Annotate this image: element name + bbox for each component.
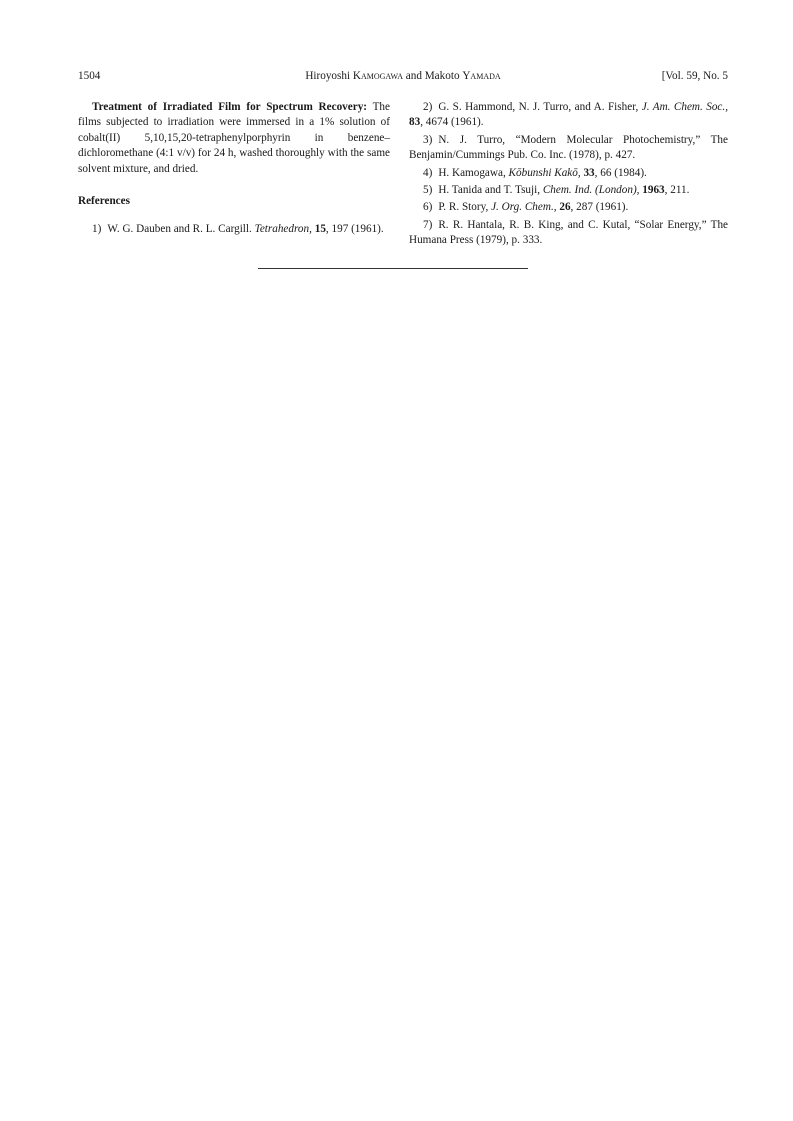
ref-volume: 33 xyxy=(583,166,595,179)
left-column xyxy=(78,100,390,240)
treatment-body: The films subjected to irradiation were immersed in a 1% solution of cobalt(II) 5,10,15,20-tetraphenylporphyrin in benzene–dichloromethane (4:1 v/v) for 24 h, washed thoroughly with the same solvent mixture, and dried. xyxy=(78,101,390,175)
end-rule xyxy=(258,268,528,269)
ref-volume: 15 xyxy=(314,223,326,236)
ref-text: R. R. Hantala, R. B. King, and C. Kutal, “Solar Energy,” The Humana Press (1979), p. 333. xyxy=(409,218,728,247)
author1-last: Kamogawa xyxy=(352,70,403,82)
treatment-heading: Treatment of Irradiated Film for Spectrum Recovery: xyxy=(92,101,368,113)
and-word: and xyxy=(405,70,422,82)
page-header xyxy=(78,70,728,86)
ref-text: N. J. Turro, “Modern Molecular Photochemistry,” The Benjamin/Cummings Pub. Co. Inc. (1978), p. 427. xyxy=(409,133,728,162)
ref-volume: 83 xyxy=(409,116,421,129)
right-column xyxy=(409,100,728,251)
ref-rest: , 211. xyxy=(664,184,690,197)
ref-journal: Tetrahedron, xyxy=(254,223,312,236)
ref-rest: , 66 (1984). xyxy=(594,166,647,179)
reference-5 xyxy=(409,183,728,198)
ref-volume: 26 xyxy=(559,201,571,214)
ref-journal: Chem. Ind. (London), xyxy=(542,184,640,197)
references-heading: References xyxy=(78,195,130,208)
ref-authors: H. Tanida and T. Tsuji, xyxy=(438,184,543,197)
reference-4 xyxy=(409,166,728,181)
ref-rest: , 287 (1961). xyxy=(570,201,629,214)
volume-info: [Vol. 59, No. 5 xyxy=(661,70,728,82)
ref-authors: H. Kamogawa, xyxy=(438,166,509,179)
ref-journal: Kōbunshi Kakō, xyxy=(508,166,581,179)
author2-last: Yamada xyxy=(462,70,501,82)
ref-rest: , 4674 (1961). xyxy=(420,116,484,129)
ref-number: 2) xyxy=(423,101,433,113)
reference-2 xyxy=(409,100,728,131)
page-number: 1504 xyxy=(78,70,101,82)
running-title xyxy=(78,70,728,82)
treatment-paragraph xyxy=(78,100,390,177)
author2-first: Makoto xyxy=(424,70,460,82)
ref-rest: , 197 (1961). xyxy=(325,223,384,236)
ref-authors: W. G. Dauben and R. L. Cargill. xyxy=(107,223,255,236)
reference-3 xyxy=(409,133,728,164)
ref-number: 6) xyxy=(423,201,433,214)
ref-volume: 1963 xyxy=(642,184,665,197)
ref-number: 3) xyxy=(423,133,433,146)
reference-6 xyxy=(409,200,728,215)
ref-number: 4) xyxy=(423,166,433,179)
author1-first: Hiroyoshi xyxy=(305,70,351,82)
ref-number: 5) xyxy=(423,184,433,197)
ref-number: 1) xyxy=(92,223,102,236)
ref-authors: G. S. Hammond, N. J. Turro, and A. Fisher, xyxy=(438,101,642,113)
ref-journal: J. Am. Chem. Soc., xyxy=(641,101,728,113)
ref-journal: J. Org. Chem., xyxy=(491,201,557,214)
ref-authors: P. R. Story, xyxy=(438,201,492,214)
reference-7 xyxy=(409,218,728,249)
ref-number: 7) xyxy=(423,218,433,231)
reference-1 xyxy=(78,222,390,237)
